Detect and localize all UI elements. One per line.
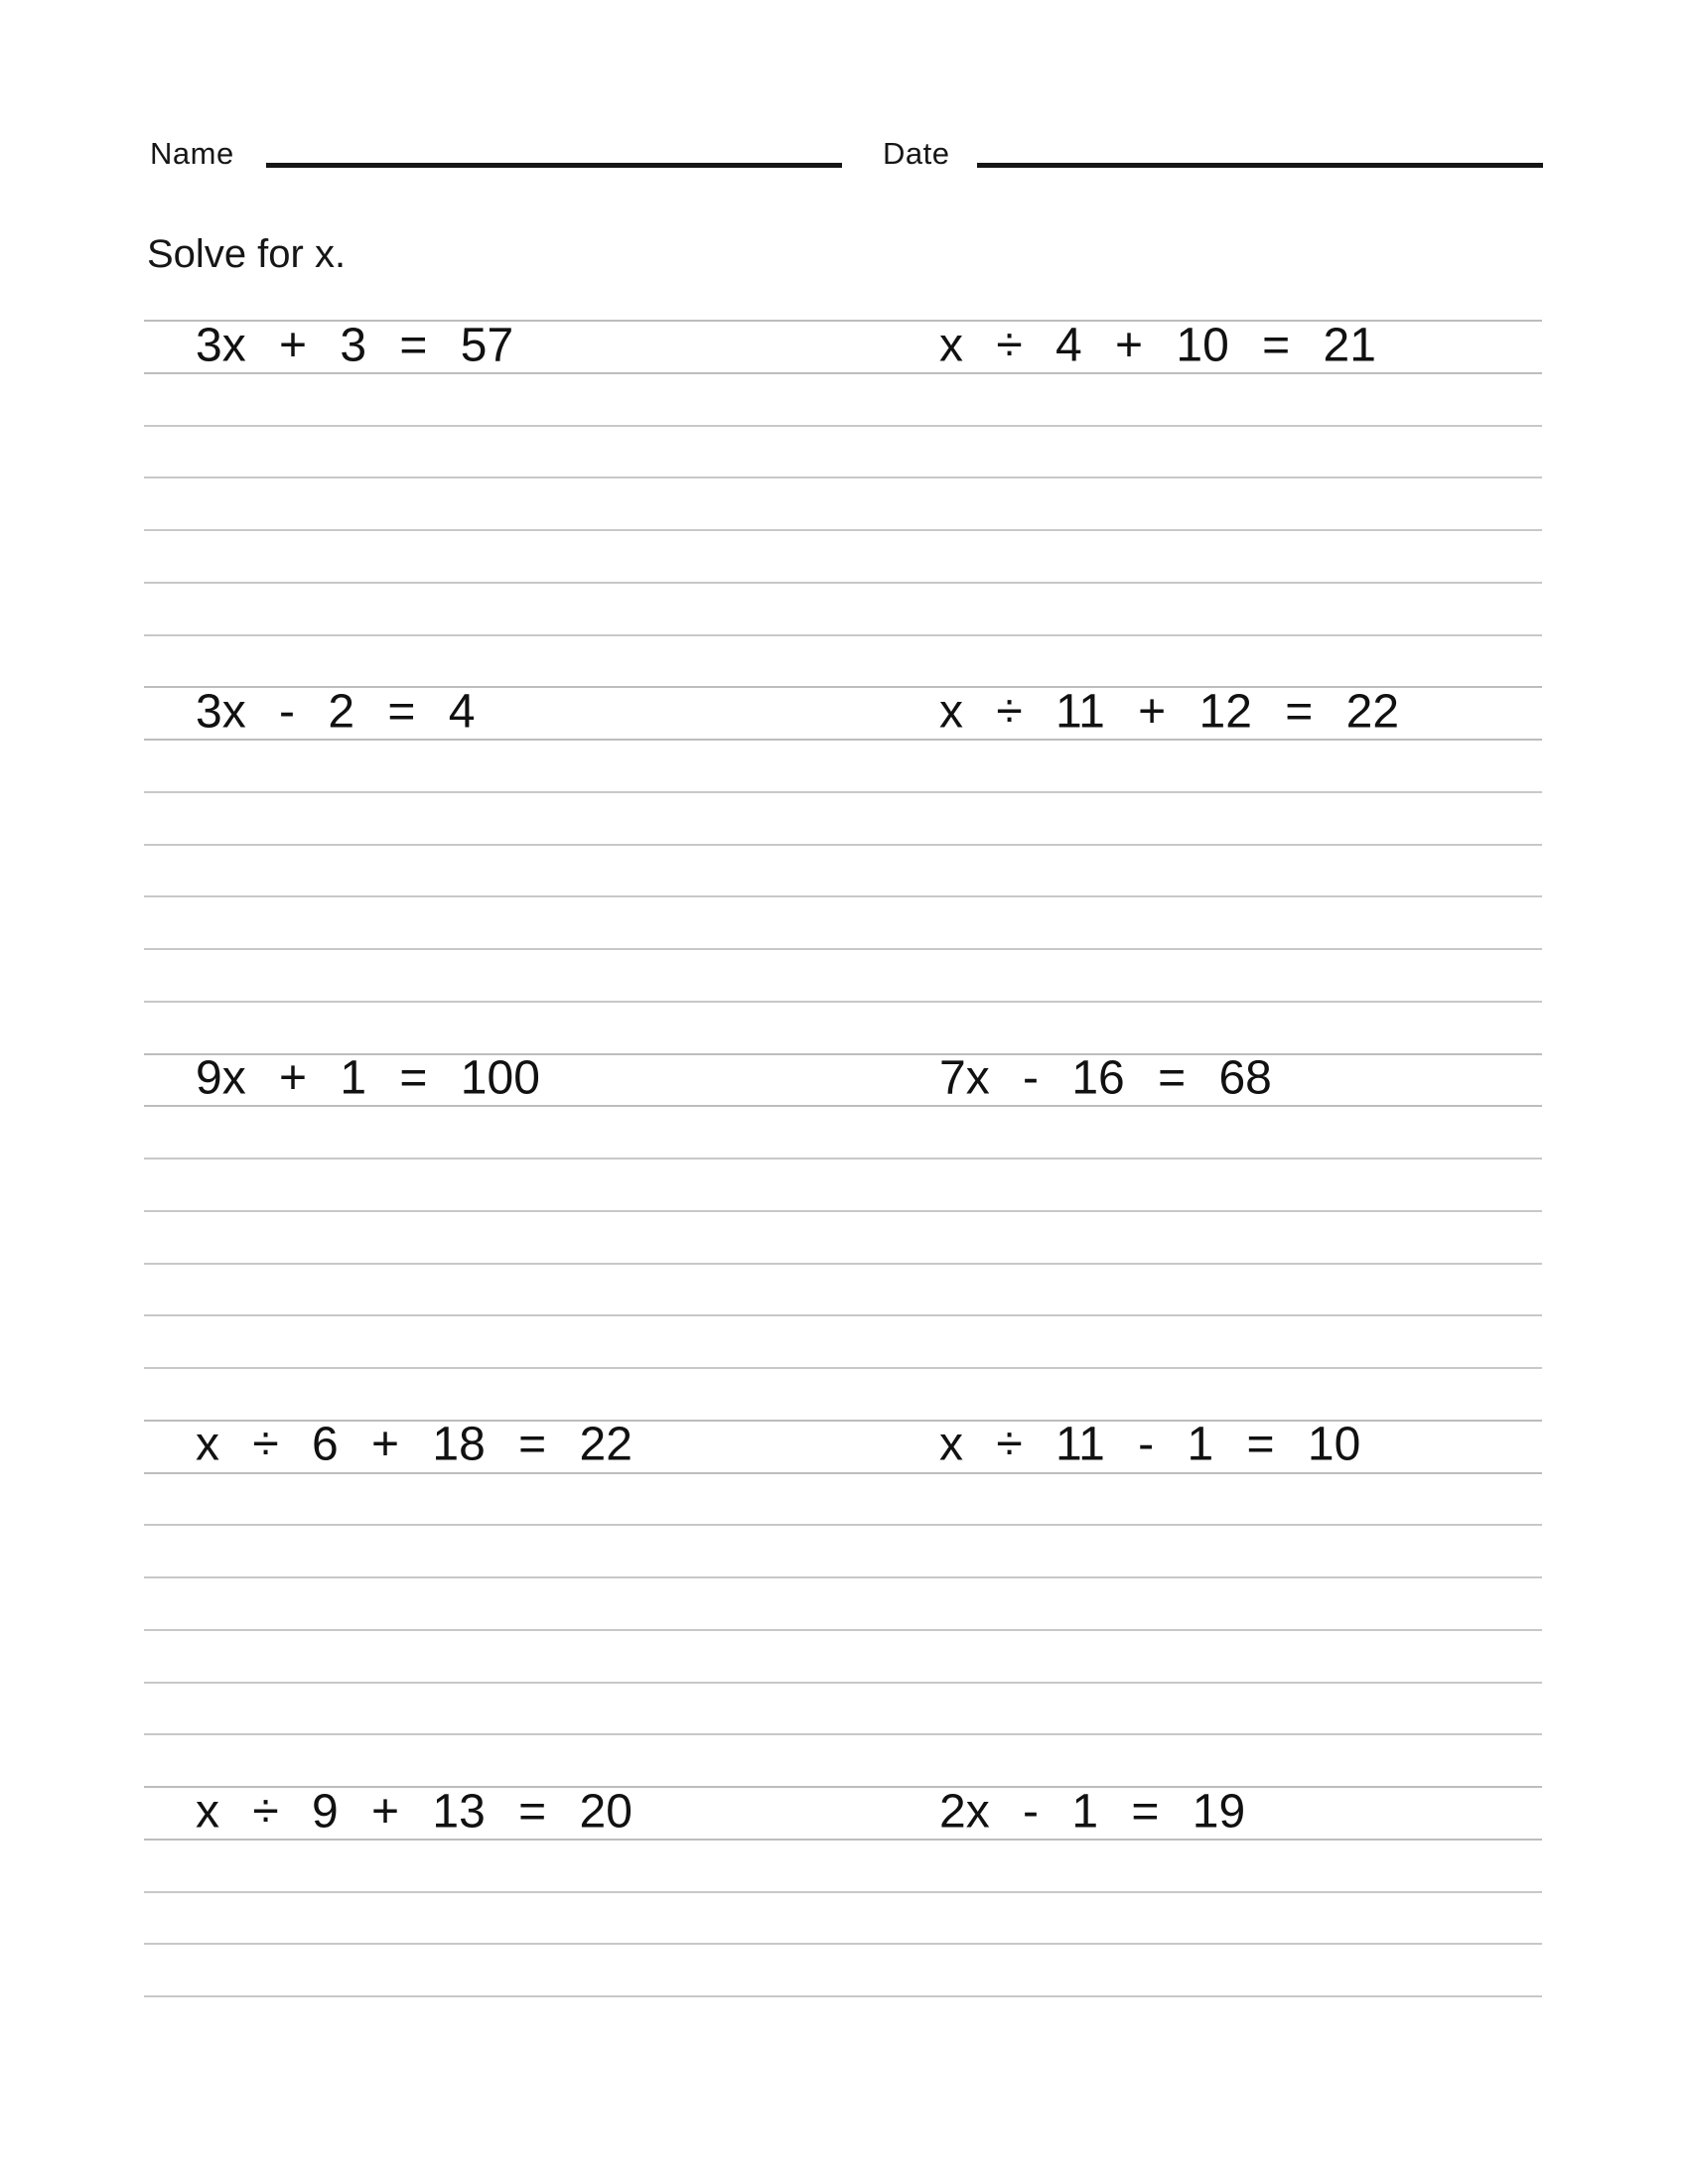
- ruled-line: [144, 582, 1542, 584]
- equation: 7x - 16 = 68: [939, 1051, 1272, 1105]
- equation: x ÷ 11 - 1 = 10: [939, 1418, 1361, 1471]
- equation: x ÷ 9 + 13 = 20: [196, 1784, 633, 1838]
- ruled-line: [144, 1733, 1542, 1735]
- ruled-line: [144, 1891, 1542, 1893]
- ruled-line: [144, 1995, 1542, 1997]
- ruled-line: [144, 1524, 1542, 1526]
- equation: 3x - 2 = 4: [196, 685, 476, 739]
- ruled-line: [144, 895, 1542, 897]
- problem-row: [144, 1053, 1542, 1106]
- problem-row: [144, 1420, 1542, 1472]
- ruled-line: [144, 477, 1542, 478]
- problem-row: [144, 1786, 1542, 1839]
- equation: 9x + 1 = 100: [196, 1051, 540, 1105]
- ruled-line: [144, 1263, 1542, 1265]
- ruled-line: [144, 948, 1542, 950]
- ruled-line: [144, 372, 1542, 374]
- name-label: Name: [150, 136, 234, 171]
- equation: x ÷ 11 + 12 = 22: [939, 685, 1400, 739]
- ruled-line: [144, 844, 1542, 846]
- problem-row: [144, 686, 1542, 739]
- ruled-line: [144, 425, 1542, 427]
- ruled-line: [144, 1472, 1542, 1474]
- ruled-line: [144, 1367, 1542, 1369]
- ruled-line: [144, 791, 1542, 793]
- ruled-line: [144, 1629, 1542, 1631]
- equation: x ÷ 6 + 18 = 22: [196, 1418, 633, 1471]
- instruction-text: Solve for x.: [147, 232, 347, 276]
- ruled-line: [144, 739, 1542, 741]
- ruled-line: [144, 529, 1542, 531]
- ruled-line: [144, 1105, 1542, 1107]
- date-fill-in-line: [977, 163, 1543, 168]
- equation: 2x - 1 = 19: [939, 1784, 1246, 1838]
- date-label: Date: [883, 136, 950, 171]
- ruled-line: [144, 1839, 1542, 1841]
- ruled-line: [144, 1210, 1542, 1212]
- ruled-line: [144, 1682, 1542, 1684]
- ruled-line: [144, 1158, 1542, 1160]
- ruled-line: [144, 1314, 1542, 1316]
- ruled-line: [144, 1576, 1542, 1578]
- equation: 3x + 3 = 57: [196, 318, 514, 371]
- ruled-line: [144, 1943, 1542, 1945]
- name-fill-in-line: [266, 163, 842, 168]
- ruled-line: [144, 634, 1542, 636]
- problem-row: [144, 320, 1542, 372]
- ruled-line: [144, 1001, 1542, 1003]
- equation: x ÷ 4 + 10 = 21: [939, 318, 1376, 371]
